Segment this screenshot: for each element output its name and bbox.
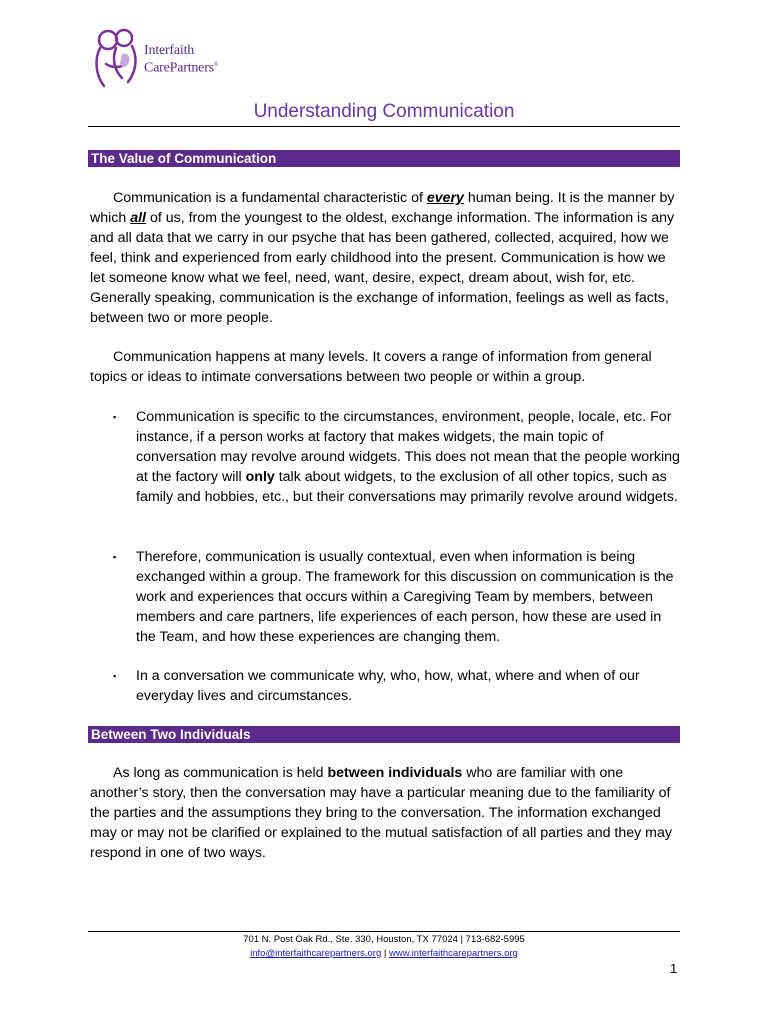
p3-text-c: who are familiar with one another’s story, then the conversation may have a particular meaning due to the familiarity of the parties and the assumptions they bring to the conversation. The information exchanged may or may not be clarified or explained to the mutual satisfaction of all parties and they may respond in one of two ways. — [90, 765, 672, 861]
website-link[interactable]: www.interfaithcarepartners.org — [389, 948, 518, 959]
bullet2-text: Therefore, communication is usually contextual, even when information is being exchanged within a group. The framework for this discussion on communication is the work and experiences that occurs within a Caregiving Team by members, between members and care partners, life experiences of each person, how these are used in the Team, and how these experiences are changing them. — [136, 549, 674, 645]
bullet-item — [90, 407, 682, 507]
title-divider — [88, 126, 680, 127]
logo — [92, 24, 232, 90]
bullet1-emph-only: only — [245, 469, 275, 485]
footer-links — [0, 947, 768, 961]
bullet3-text: In a conversation we communicate why, who, how, what, where and when of our everyday lives and circumstances. — [136, 668, 640, 704]
p1-text-a: Communication is a fundamental characteristic of — [113, 190, 427, 206]
footer-separator: | — [381, 948, 389, 959]
p3-text-a: As long as communication is held — [113, 765, 328, 781]
bullet-item — [90, 547, 682, 647]
footer-divider — [88, 931, 680, 932]
bullet-marker-icon: ▪ — [113, 412, 117, 422]
logo-line2: CarePartners — [144, 60, 214, 76]
page-number: 1 — [670, 961, 678, 976]
section-heading-two-individuals: Between Two Individuals — [88, 726, 680, 743]
page-title: Understanding Communication — [253, 101, 515, 122]
section-heading-value: The Value of Communication — [88, 150, 680, 167]
paragraph-two-individuals — [90, 763, 682, 863]
logo-line1: Interfaith — [144, 43, 195, 58]
logo-text — [144, 43, 218, 76]
p1-text-e: of us, from the youngest to the oldest, exchange information. The information is any and all data that we carry in our psyche that has been gathered, collected, acquired, how we feel, think and experienced from early childhood into the present. Communication is how we let someone know what we feel, need, want, desire, expect, dream about, wish for, etc. Generally speaking, communication is the exchange of information, feelings as well as facts, between two or more people. — [90, 210, 675, 326]
p2-text: Communication happens at many levels. It covers a range of information from general topics or ideas to intimate conversations between two people or within a group. — [90, 349, 652, 385]
footer-address: 701 N. Post Oak Rd., Ste. 330, Houston, TX 77024 | 713-682-5995 — [243, 934, 525, 945]
bullet1-text-c: talk about widgets, to the exclusion of all other topics, such as family and hobbies, etc., but their conversations may primarily revolve around widgets. — [136, 469, 678, 505]
logo-mark: ® — [213, 62, 219, 68]
p1-emph-every: every — [426, 190, 464, 206]
p3-emph-between: between individuals — [327, 765, 463, 781]
p1-text-c: human being. It is the manner by which — [90, 190, 675, 226]
bullet-marker-icon: ▪ — [113, 671, 117, 681]
bullet1-text-a: Communication is specific to the circumstances, environment, people, locale, etc. For instance, if a person works at factory that makes widgets, the main topic of conversation may revolve around widgets. This does not mean that the people working at the factory will — [136, 409, 680, 485]
p1-emph-all: all — [130, 210, 146, 226]
logo-figures-icon — [92, 24, 148, 90]
paragraph-value — [90, 188, 682, 328]
bullet-item — [90, 666, 682, 706]
paragraph-levels — [90, 347, 682, 387]
bullet-marker-icon: ▪ — [113, 552, 117, 562]
email-link[interactable]: info@interfaithcarepartners.org — [250, 948, 382, 959]
